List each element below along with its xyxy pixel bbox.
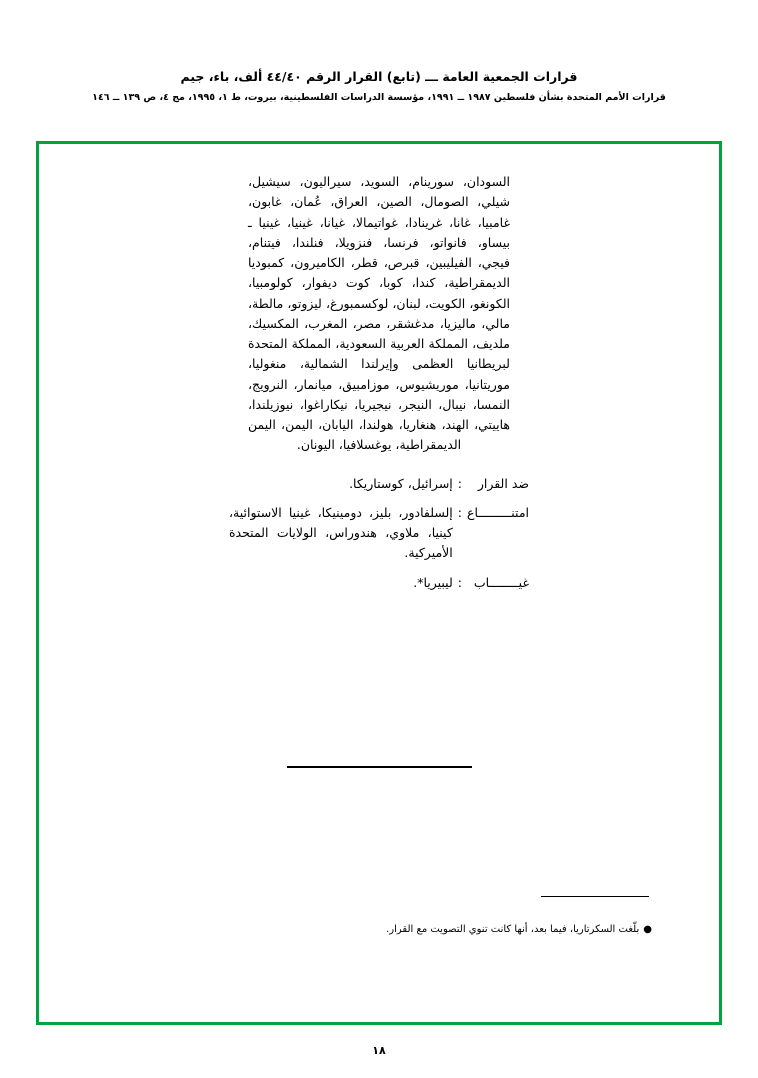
page-number: ١٨ — [372, 1044, 386, 1057]
vote-colon-against: : — [457, 475, 462, 491]
vote-label-absent: غيــــــــاب — [473, 574, 529, 590]
vote-value-absent: ليبيريا*. — [413, 574, 453, 590]
footnote-bullet-icon: ● — [643, 924, 652, 935]
vote-label-against: ضد القرار — [477, 475, 529, 491]
section-divider-rule — [287, 766, 472, 768]
vote-colon-abstain: : — [457, 504, 462, 520]
vote-colon-absent: : — [457, 574, 462, 590]
countries-paragraph: السودان، سورينام، السويد، سيراليون، سيشيل، شيلي، الصومال، الصين، العراق، عُمان، غابون، غامبيا، غانا، غرينادا، غواتيمالا، غيانا، غينيا، غينيا ـ بيساو، فانواتو، فرنسا، فنزويلا، فنلندا، فيتنام، فيجي، الفيليبين، قبرص، قطر، الكاميرون، كمبوديا الديمقراطية، كندا، كوبا، كوت ديفوار، كولومبيا، الكونغو، الكويت، لبنان، لوكسمبورغ، ليزوتو، مالطة، مالي، ماليزيا، مدغشقر، مصر، المغرب، المكسيك، ملديف، المملكة العربية السعودية، المملكة المتحدة لبريطانيا العظمى وإيرلندا الشمالية، منغوليا، موريتانيا، موريشيوس، موزامبيق، ميانمار، النرويج، النمسا، نيبال، النيجر، نيجيريا، نيكاراغوا، نيوزيلندا، هاييتي، الهند، هنغاريا، هولندا، اليابان، اليمن، اليمن الديمقراطية، يوغسلافيا، اليونان. — [248, 174, 510, 453]
header-subtitle: قرارات الأمم المتحدة بشأن فلسطين ١٩٨٧ ــ ١٩٩١، مؤسسة الدراسات الفلسطينية، بيروت، ط ١، ١٩٩٥، مج ٤، ص ١٣٩ ــ ١٤٦ — [92, 91, 666, 103]
footnote — [36, 922, 652, 937]
vote-value-against: إسرائيل، كوستاريكا. — [349, 475, 453, 491]
vote-label-abstain: امتنـــــــــاع — [467, 504, 529, 520]
footnote-divider-rule — [541, 896, 649, 897]
header-title: قرارات الجمعية العامة ـــ (تابع) القرار الرقم ٤٤/٤٠ ألف، باء، جيم — [180, 69, 578, 84]
vote-row-against — [229, 474, 529, 494]
vote-results — [229, 474, 529, 593]
footnote-text: بلّغت السكرتاريا، فيما بعد، أنها كانت تنوي التصويت مع القرار. — [386, 924, 640, 935]
vote-row-abstain — [229, 503, 529, 564]
document-body — [36, 172, 722, 602]
page-header — [0, 68, 758, 104]
vote-row-absent — [229, 573, 529, 593]
vote-value-abstain: إلسلفادور، بليز، دومينيكا، غينيا الاستوائية، كينيا، ملاوي، هندوراس، الولايات المتحدة الأميركية. — [229, 504, 453, 561]
